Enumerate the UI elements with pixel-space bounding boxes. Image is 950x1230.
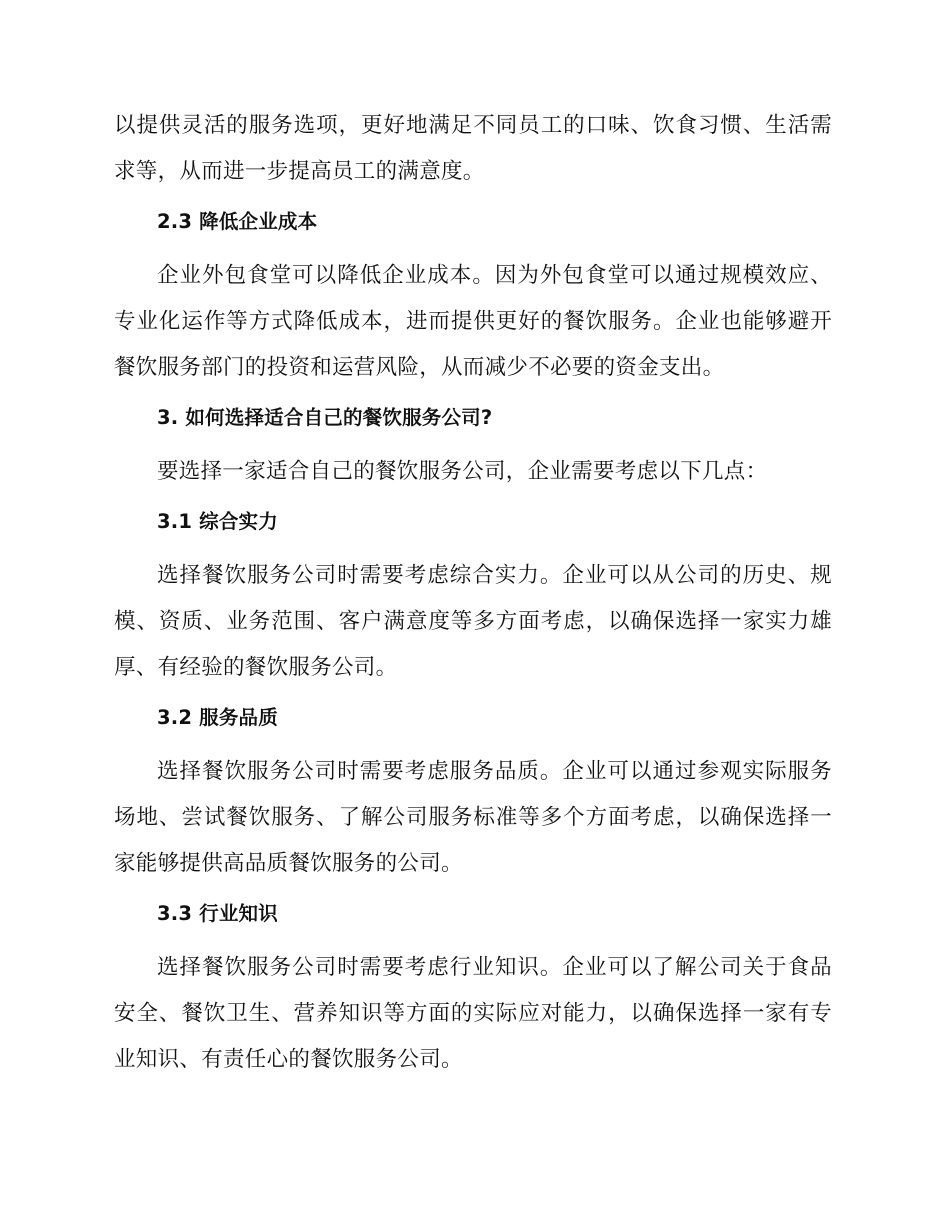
section-heading-2-3: 2.3 降低企业成本 [157, 210, 318, 233]
paragraph-overall-strength: 选择餐饮服务公司时需要考虑综合实力。企业可以从公司的历史、规模、资质、业务范围、客户满意度等多方面考虑，以确保选择一家实力雄厚、有经验的餐饮服务公司。 [114, 563, 832, 680]
section-heading-3-1: 3.1 综合实力 [157, 510, 278, 533]
section-heading-3: 3. 如何选择适合自己的餐饮服务公司? [157, 406, 493, 429]
section-heading-3-2: 3.2 服务品质 [157, 706, 278, 729]
section-heading-3-3: 3.3 行业知识 [157, 902, 278, 925]
document-body [114, 103, 832, 1083]
paragraph-industry-knowledge: 选择餐饮服务公司时需要考虑行业知识。企业可以了解公司关于食品安全、餐饮卫生、营养知识等方面的实际应对能力，以确保选择一家有专业知识、有责任心的餐饮服务公司。 [114, 955, 832, 1072]
paragraph-choose-intro: 要选择一家适合自己的餐饮服务公司，企业需要考虑以下几点： [157, 459, 768, 484]
paragraph-continuation: 以提供灵活的服务选项，更好地满足不同员工的口味、饮食习惯、生活需求等，从而进一步提高员工的满意度。 [114, 113, 832, 184]
paragraph-service-quality: 选择餐饮服务公司时需要考虑服务品质。企业可以通过参观实际服务场地、尝试餐饮服务、了解公司服务标准等多个方面考虑，以确保选择一家能够提供高品质餐饮服务的公司。 [114, 759, 832, 876]
paragraph-reduce-cost: 企业外包食堂可以降低企业成本。因为外包食堂可以通过规模效应、专业化运作等方式降低成本，进而提供更好的餐饮服务。企业也能够避开餐饮服务部门的投资和运营风险，从而减少不必要的资金支出。 [114, 263, 832, 380]
